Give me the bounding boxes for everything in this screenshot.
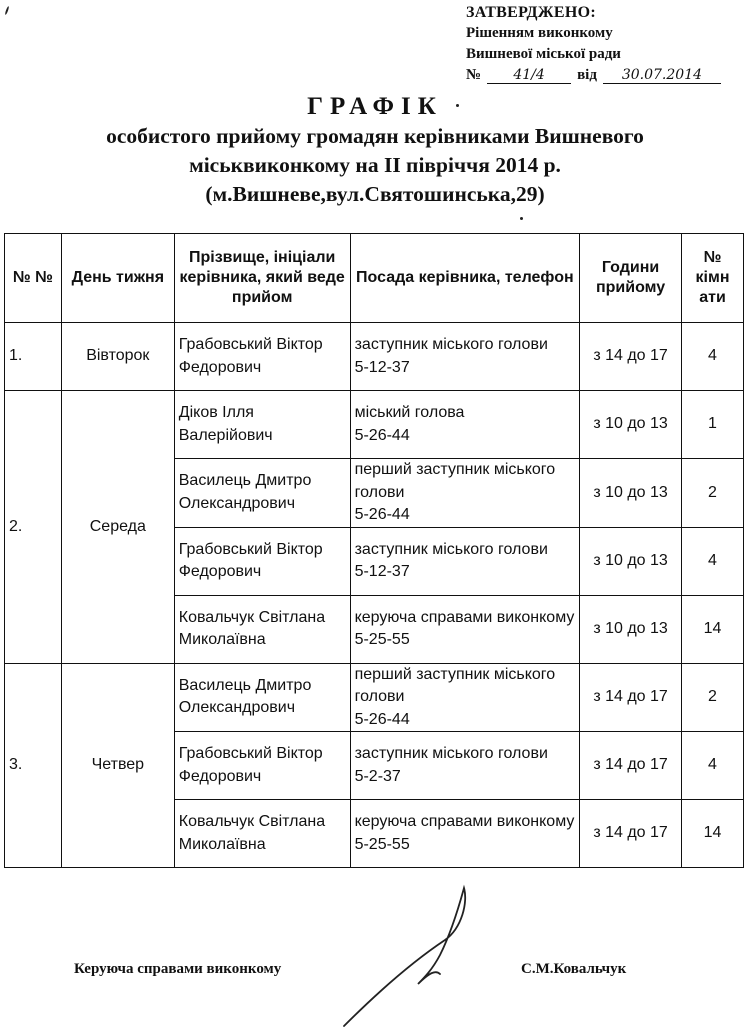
- cell-room: 1: [682, 391, 744, 459]
- cell-day: Четвер: [61, 663, 174, 868]
- table-row: [5, 391, 744, 459]
- scan-dot: [520, 217, 523, 220]
- cell-name: Грабовський Віктор Федорович: [174, 527, 350, 595]
- title-line-3: (м.Вишневе,вул.Святошинська,29): [205, 182, 545, 206]
- header-hours: Години прийому: [580, 234, 682, 323]
- cell-room: 4: [682, 732, 744, 800]
- cell-hours: з 14 до 17: [580, 323, 682, 391]
- header-name: Прізвище, ініціали керівника, який веде прийом: [174, 234, 350, 323]
- cell-room: 4: [682, 323, 744, 391]
- cell-room: 4: [682, 527, 744, 595]
- phone-number: 5-25-55: [354, 835, 410, 853]
- phone-number: 5-26-44: [354, 710, 410, 728]
- header-day: День тижня: [61, 234, 174, 323]
- title-heading: ГРАФІК: [307, 93, 443, 120]
- position-title: керуюча справами виконкому: [354, 813, 575, 830]
- cell-hours: з 10 до 13: [580, 391, 682, 459]
- cell-room: 14: [682, 800, 744, 868]
- phone-number: 5-12-37: [354, 563, 410, 580]
- cell-day: Середа: [61, 391, 174, 664]
- phone-number: 5-2-37: [354, 767, 401, 785]
- document-title: [0, 92, 750, 209]
- schedule-table: [4, 233, 744, 868]
- cell-num: 1.: [5, 323, 62, 391]
- header-position: Посада керівника, телефон: [350, 234, 580, 323]
- cell-position: [350, 732, 580, 800]
- position-title: заступник міського голови: [354, 745, 548, 762]
- cell-position: [350, 800, 580, 868]
- position-title: перший заступник міського голови: [354, 665, 556, 705]
- cell-position: [350, 391, 580, 459]
- approval-stamp: [466, 2, 746, 86]
- cell-hours: з 10 до 13: [580, 595, 682, 663]
- header-room: № кімн ати: [682, 234, 744, 323]
- approval-line-2: Вишневої міської ради: [466, 46, 621, 62]
- title-line-1: особистого прийому громадян керівниками Вишневого: [106, 124, 644, 148]
- cell-num: 2.: [5, 391, 62, 664]
- table-header-row: [5, 234, 744, 323]
- cell-position: [350, 595, 580, 663]
- cell-hours: з 10 до 13: [580, 527, 682, 595]
- position-title: перший заступник міського голови: [354, 461, 556, 501]
- table-row: [5, 323, 744, 391]
- number-prefix: №: [466, 67, 482, 83]
- cell-hours: з 10 до 13: [580, 459, 682, 528]
- approval-title: ЗАТВЕРДЖЕНО:: [466, 4, 596, 21]
- phone-number: 5-26-44: [354, 426, 410, 444]
- phone-number: 5-12-37: [354, 358, 410, 376]
- cell-position: [350, 527, 580, 595]
- scan-dot: [456, 104, 459, 107]
- title-line-2: міськвиконкому на II півріччя 2014 р.: [189, 153, 561, 177]
- handwritten-signature: [340, 880, 490, 1028]
- position-title: міський голова: [354, 404, 465, 421]
- position-title: керуюча справами виконкому: [354, 608, 575, 626]
- footer-signer-name: С.М.Ковальчук: [521, 961, 627, 977]
- cell-name: Грабовський Віктор Федорович: [174, 323, 350, 391]
- cell-room: 14: [682, 595, 744, 663]
- phone-number: 5-26-44: [354, 506, 410, 523]
- cell-name: Ковальчук Світлана Миколаївна: [174, 800, 350, 868]
- date-prefix: від: [577, 67, 597, 83]
- approval-number-line: [466, 65, 746, 86]
- cell-name: Ковальчук Світлана Миколаївна: [174, 595, 350, 663]
- cell-room: 2: [682, 663, 744, 732]
- decision-number: 41/4: [487, 67, 571, 84]
- cell-hours: з 14 до 17: [580, 732, 682, 800]
- cell-position: [350, 663, 580, 732]
- header-num: № №: [5, 234, 62, 323]
- cell-position: [350, 459, 580, 528]
- approval-line-1: Рішенням виконкому: [466, 25, 613, 41]
- cell-name: Діков Ілля Валерійович: [174, 391, 350, 459]
- cell-name: Грабовський Віктор Федорович: [174, 732, 350, 800]
- cell-name: Василець Дмитро Олександрович: [174, 663, 350, 732]
- scan-mark: [5, 6, 10, 15]
- cell-hours: з 14 до 17: [580, 800, 682, 868]
- table-row: [5, 663, 744, 732]
- decision-date: 30.07.2014: [603, 67, 721, 84]
- footer-position-label: Керуюча справами виконкому: [74, 961, 282, 977]
- cell-hours: з 14 до 17: [580, 663, 682, 732]
- position-title: заступник міського голови: [354, 336, 548, 353]
- phone-number: 5-25-55: [354, 631, 410, 648]
- cell-room: 2: [682, 459, 744, 528]
- cell-position: [350, 323, 580, 391]
- cell-name: Василець Дмитро Олександрович: [174, 459, 350, 528]
- cell-num: 3.: [5, 663, 62, 868]
- cell-day: Вівторок: [61, 323, 174, 391]
- position-title: заступник міського голови: [354, 540, 548, 558]
